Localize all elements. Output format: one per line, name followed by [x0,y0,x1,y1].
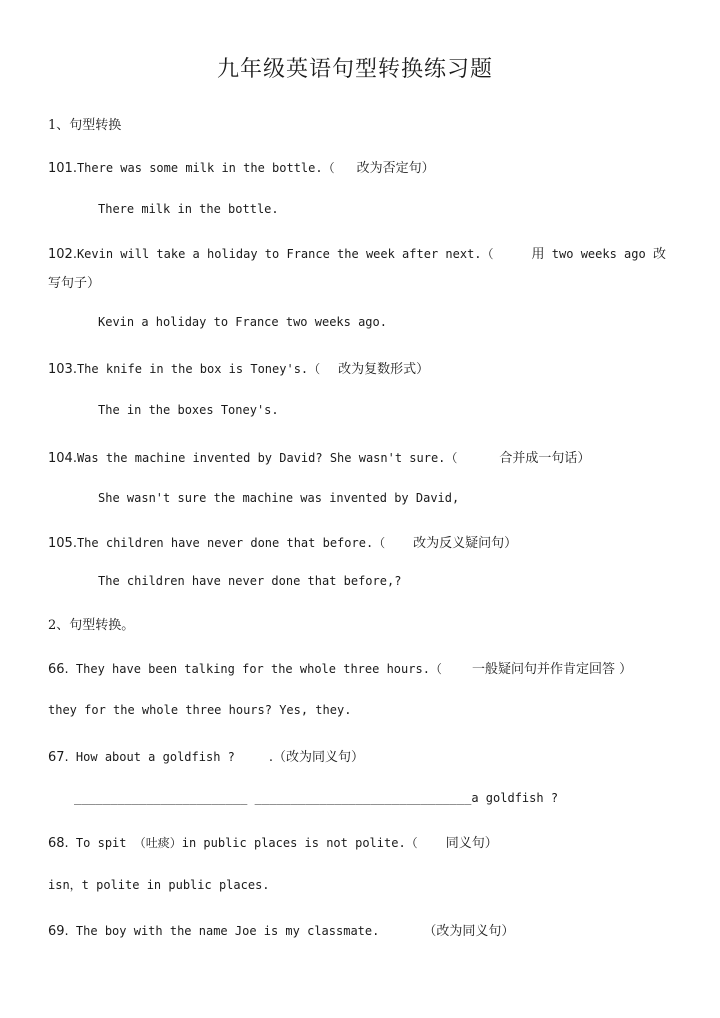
answer-104: She wasn't sure the machine was invented by David, [98,491,460,505]
answer-103: The in the boxes Toney's. [98,403,279,417]
question-number: 69. [48,924,69,939]
question-text: Kevin will take a holiday to France the week after next.（ [76,247,494,261]
question-text: How about a goldfish ? [75,750,235,764]
question-hint-english: two weeks ago [551,247,646,261]
question-hint: 同义句） [445,836,498,851]
question-hint: 改 [652,247,666,262]
question-104 [48,447,590,466]
answer-101: There milk in the bottle. [98,202,279,216]
question-103 [48,358,429,377]
question-102 [48,243,666,262]
question-text: The knife in the box is Toney's.（ [76,362,321,376]
question-hint: 合并成一句话） [499,451,591,466]
answer-102: Kevin a holiday to France two weeks ago. [98,315,387,329]
answer-66: they for the whole three hours? Yes, they. [48,703,352,717]
question-67 [48,746,364,765]
question-hint: 改为否定句） [356,161,435,176]
answer-68: isn，t polite in public places. [48,878,270,892]
question-text: There was some milk in the bottle.（ [76,161,335,175]
question-number: 102. [48,247,77,262]
question-69 [48,920,514,939]
question-102-continuation: 写句子） [48,276,101,291]
question-66 [48,658,632,677]
question-text: To spit （吐痰）in public places is not polite.（ [75,836,418,850]
page-title: 九年级英语句型转换练习题 [216,57,493,82]
question-number: 66. [48,662,69,677]
question-hint: （改为同义句） [423,924,515,939]
question-text: The children have never done that before.（ [76,536,386,550]
question-68 [48,832,498,851]
question-hint: 改为复数形式） [338,362,430,377]
question-hint: 一般疑问句并作肯定回答 ） [471,662,633,677]
answer-105: The children have never done that before,? [98,574,402,588]
section-heading-2: 2、句型转换。 [48,618,135,633]
question-number: 103. [48,362,77,377]
question-number: 67. [48,750,69,765]
question-number: 104. [48,451,77,466]
question-105 [48,532,517,551]
answer-67-blanks: ________________________ ______________________________a goldfish ? [74,791,559,805]
question-hint: .（改为同义句） [268,750,365,765]
question-number: 101. [48,161,77,176]
question-number: 68. [48,836,69,851]
question-text: They have been talking for the whole three hours.（ [75,662,442,676]
question-101 [48,157,435,176]
question-text: The boy with the name Joe is my classmate. [75,924,380,938]
question-hint: 用 [531,247,545,262]
section-heading-1: 1、句型转换 [48,118,122,133]
question-hint: 改为反义疑问句） [413,536,518,551]
question-text: Was the machine invented by David? She wasn't sure.（ [76,451,458,465]
question-number: 105. [48,536,77,551]
